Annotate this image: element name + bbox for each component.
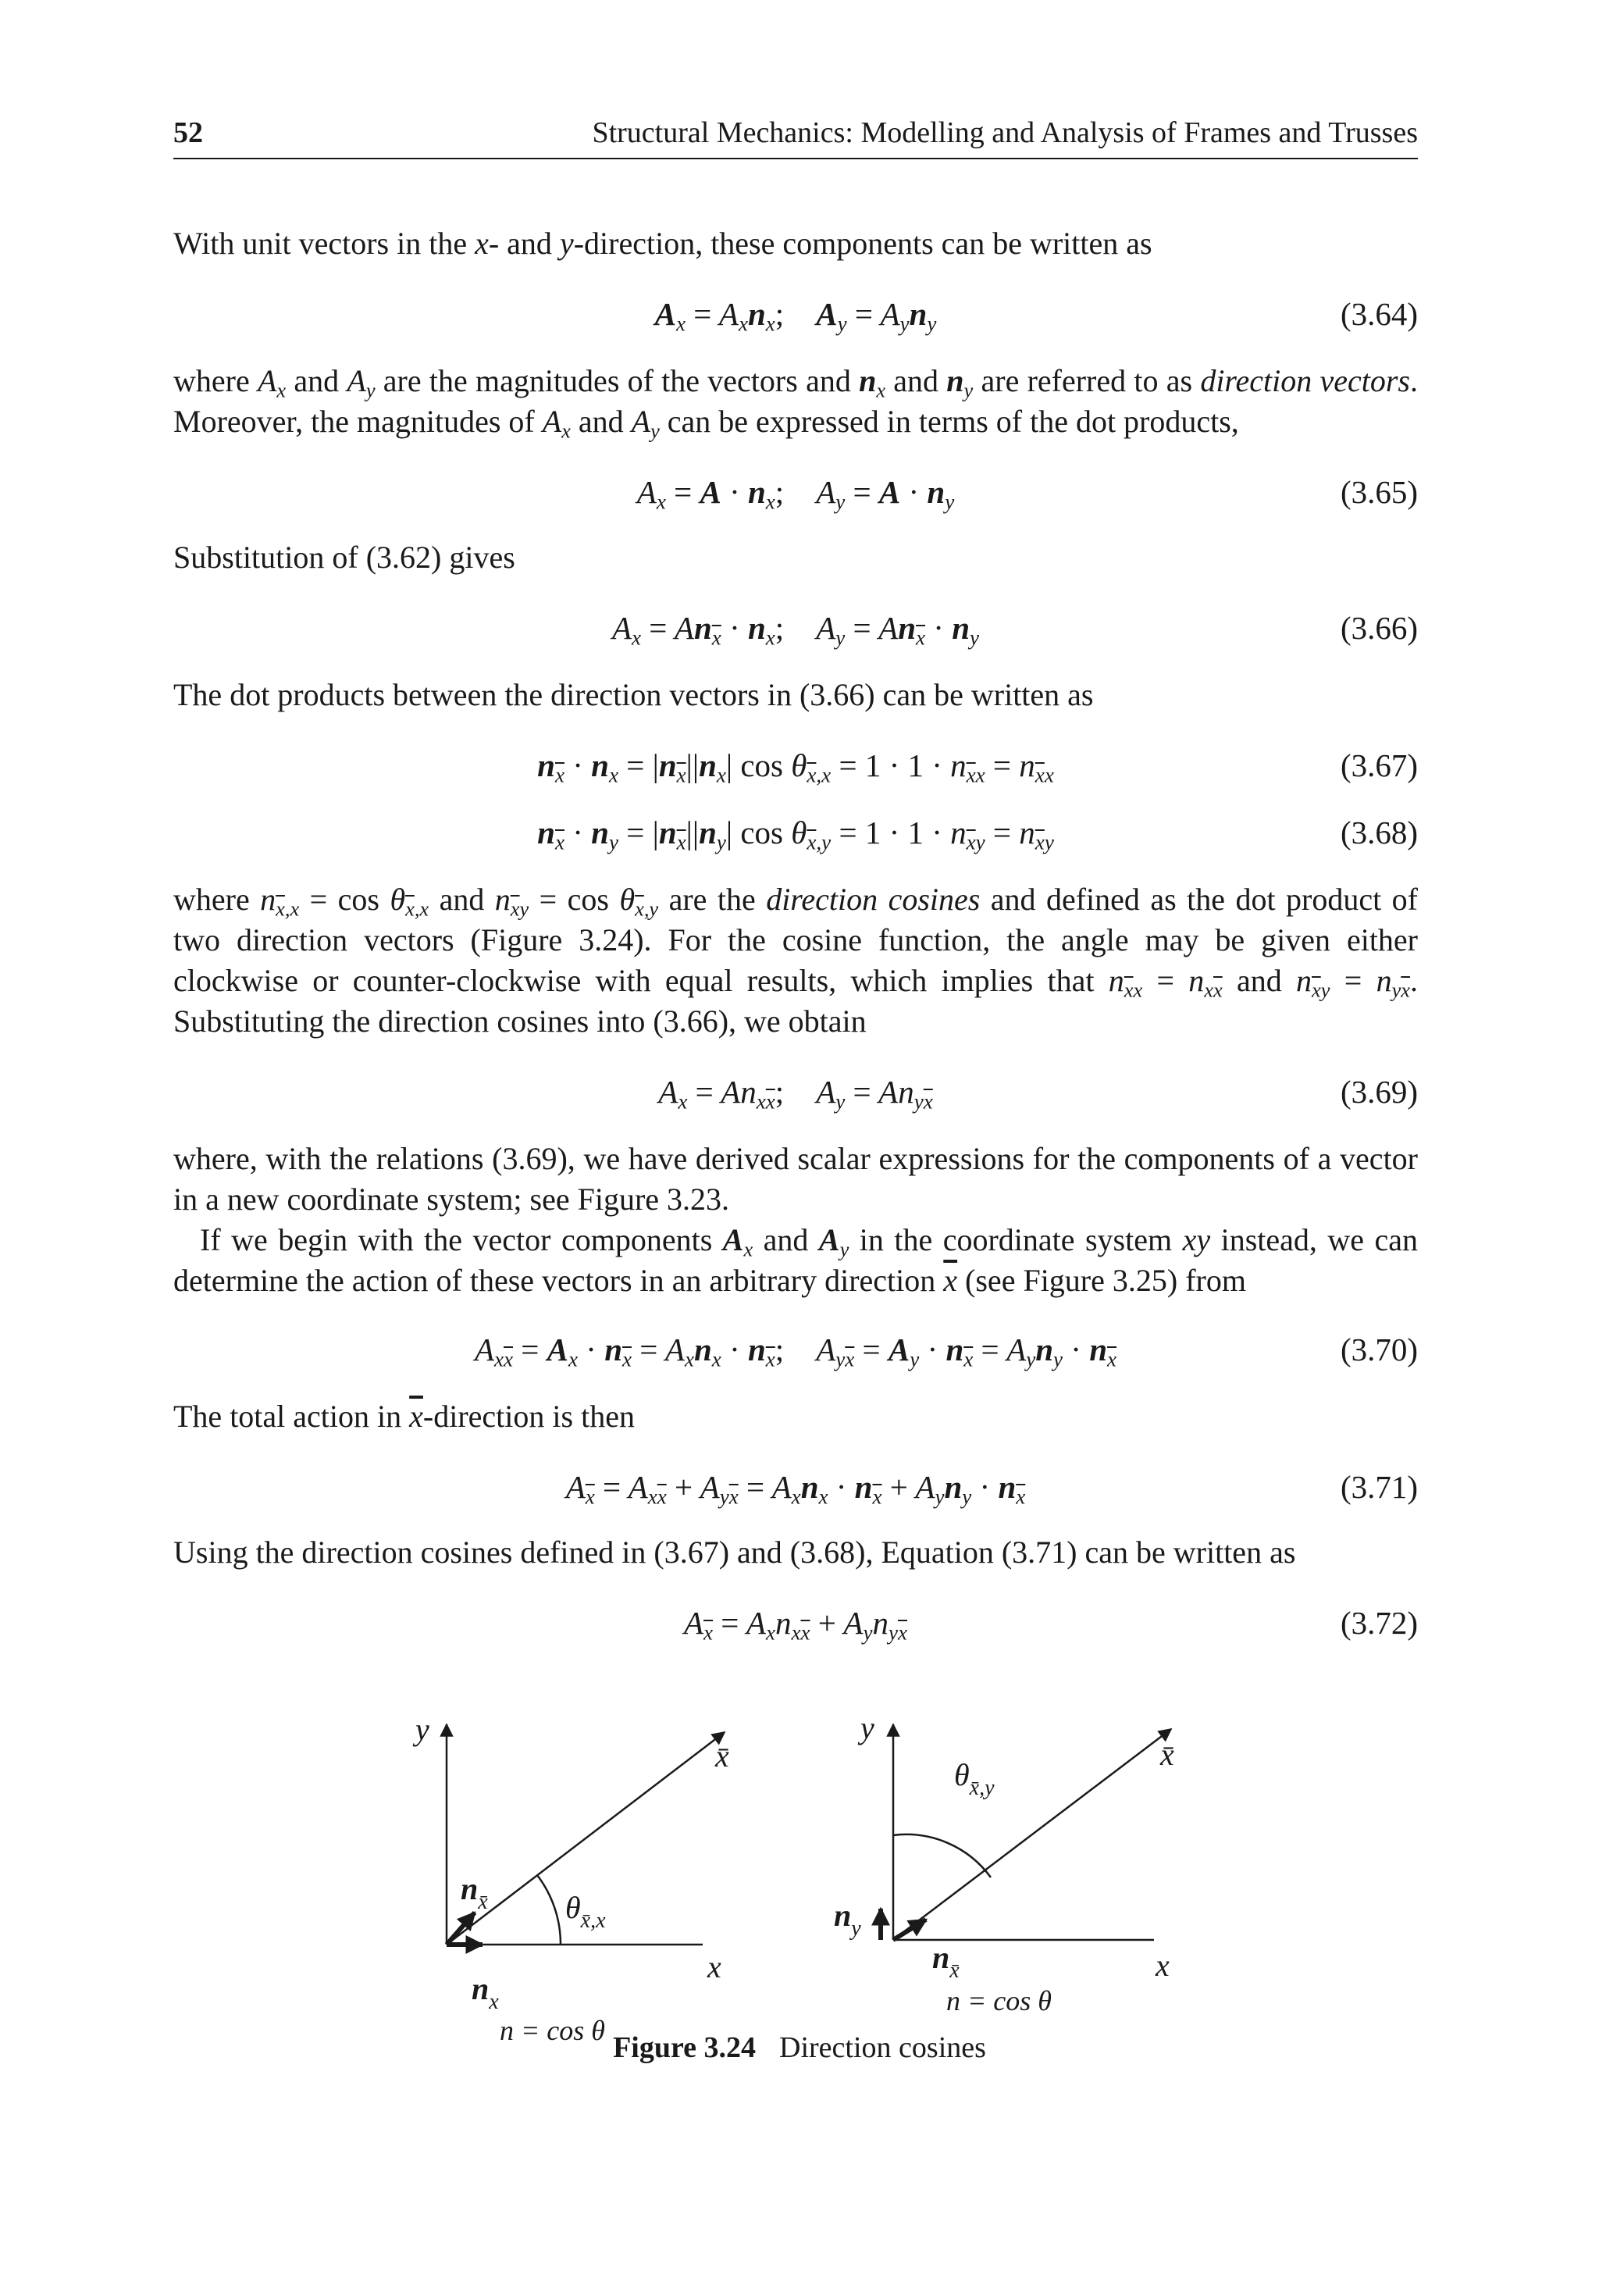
equation-3-67 (173, 745, 1418, 786)
equation-3-68-body: $n_{\overline{x}} \cdot n_y = |n_{\overline{x}}||n_y|$ $\cos \theta_{\overline{x},y} = 1 \cdot 1 \cdot n_{\overline{x}y} = n_{\overline{x}y}$ (537, 815, 1054, 854)
left-y-label: y (415, 1712, 429, 1747)
equation-number: (3.70) (1340, 1332, 1418, 1367)
equation-number: (3.72) (1340, 1605, 1418, 1641)
left-x-label: x (707, 1949, 721, 1984)
figure-direction-cosines (0, 1702, 1599, 2062)
equation-3-70 (173, 1329, 1418, 1370)
equation-3-65 (173, 472, 1418, 512)
equation-3-66-body: $A_x = An_{\overline{x}} \cdot n_x$; $A_y = An_{\overline{x}} \cdot n_y$ (611, 610, 980, 650)
paragraph-4: The dot products between the direction vectors in (3.66) can be written as (173, 677, 1094, 712)
equation-3-66 (173, 608, 1418, 648)
equation-number: (3.69) (1340, 1074, 1418, 1110)
equation-number: (3.65) (1340, 474, 1418, 510)
figure-caption-label: Figure 3.24 (613, 2031, 757, 2064)
equation-3-64 (173, 294, 1418, 334)
equation-3-70-body: $A_{x\overline{x}} = A_x \cdot n_{\overline{x}} = A_xn_x \cdot n_{\overline{x}}$; $A_{y\overline{x}} = A_y \cdot n_{\overline{x}} = A_yn_y \cdot n_{\overline{x}}$ (474, 1332, 1117, 1371)
right-formula: n = cos θ (946, 1985, 1052, 2016)
paragraph-7: If we begin with the vector components $A_x$ and $A_y$ in the coordinate system xy instead, we can determine the action of these vectors in an arbitrary direction $\overline{x}$ (see Figure 3.25) from (173, 1222, 1419, 1298)
paragraph-8: The total action in $\overline{x}$-direction is then (173, 1399, 635, 1434)
paragraph-2: where $A_x$ and $A_y$ are the magnitudes of the vectors and $n_x$ and $n_y$ are referred to as direction vectors. Moreover, the magnitudes of $A_x$ and $A_y$ can be expressed in terms of the dot products, (173, 363, 1418, 443)
page-header (173, 116, 1418, 159)
right-theta-label: $\theta_{x̄,y}$ (954, 1757, 995, 1800)
right-nxbar-vector (893, 1920, 926, 1940)
left-nxbar-vector (447, 1913, 475, 1945)
right-angle-arc (893, 1834, 991, 1877)
equation-3-64-body: $A_x = A_xn_x$; $A_y = A_yn_y$ (654, 296, 937, 336)
right-y-label: y (860, 1710, 874, 1745)
right-xbar-label: x̄ (1160, 1737, 1174, 1772)
right-x-label: x (1156, 1948, 1170, 1983)
figure-caption (0, 2030, 1599, 2065)
equation-3-72-body: $A_{\overline{x}} = A_xn_{x\overline{x}} + A_yn_{y\overline{x}}$ (683, 1605, 908, 1645)
equation-3-71-body: $A_{\overline{x}} = A_{x\overline{x}} + A_{y\overline{x}} = A_xn_x \cdot n_{\overline{x}} + A_yn_y \cdot n_{\overline{x}}$ (565, 1469, 1026, 1509)
left-diagram-labels (412, 1712, 729, 2046)
paragraph-6: where, with the relations (3.69), we have derived scalar expressions for the components of a vector in a new coordinate system; see Figure 3.23. (173, 1141, 1418, 1217)
left-nx-label: $n_x$ (472, 1971, 499, 2014)
equation-number: (3.66) (1340, 610, 1418, 646)
paragraph-3: Substitution of (3.62) gives (173, 540, 515, 575)
equation-3-65-body: $A_x = A \cdot n_x$; $A_y = A \cdot n_y$ (636, 474, 955, 514)
equation-3-67-body: $n_{\overline{x}} \cdot n_x = |n_{\overline{x}}||n_x|$ $\cos \theta_{\overline{x},x} = 1 \cdot 1 \cdot n_{\overline{x}x} = n_{\overline{x}x}$ (537, 747, 1054, 787)
equation-number: (3.67) (1340, 747, 1418, 783)
right-xbar-axis (893, 1729, 1171, 1940)
right-diagram (881, 1724, 1171, 1940)
right-nxbar-label: $n_{x̄}$ (932, 1940, 960, 1983)
left-angle-arc (537, 1875, 561, 1945)
equation-3-71 (173, 1467, 1418, 1507)
paragraph-5: where $n_{\overline{x},x} = \cos \theta_{\overline{x},x}$ and $n_{\overline{x}y} = \cos \theta_{\overline{x},y}$ are the direction cosines and defined as the dot product of two direction vectors (Figure 3.24). For the cosine function, the angle may be given either clockwise or counter-clockwise with equal results, which implies that $n_{\overline{x}x} = n_{x\overline{x}}$ and $n_{\overline{x}y} = n_{y\overline{x}}$. Substituting the direction cosines into (3.66), we obtain (173, 882, 1419, 1039)
equation-3-68 (173, 812, 1418, 853)
equation-3-69 (173, 1071, 1418, 1112)
left-nxbar-label: $n_{x̄}$ (461, 1871, 488, 1914)
paragraph-1: With unit vectors in the x- and y-direction, these components can be written as (173, 226, 1152, 261)
paragraph-9: Using the direction cosines defined in (3.67) and (3.68), Equation (3.71) can be written as (173, 1535, 1296, 1570)
right-diagram-labels (834, 1710, 1174, 2016)
figure-caption-text: Direction cosines (779, 2031, 986, 2064)
equation-number: (3.71) (1340, 1469, 1418, 1505)
left-xbar-label: x̄ (715, 1738, 729, 1774)
equation-number: (3.68) (1340, 815, 1418, 850)
left-theta-label: $\theta_{x̄,x}$ (565, 1890, 606, 1933)
right-ny-label: $n_y$ (834, 1898, 861, 1941)
equation-3-69-body: $A_x = An_{x\overline{x}}$; $A_y = An_{y\overline{x}}$ (658, 1074, 933, 1114)
equation-number: (3.64) (1340, 296, 1418, 332)
left-formula: n = cos θ (500, 2015, 605, 2046)
equation-3-72 (173, 1603, 1418, 1643)
page-number: 52 (173, 116, 203, 149)
running-title: Structural Mechanics: Modelling and Analysis of Frames and Trusses (592, 116, 1418, 149)
